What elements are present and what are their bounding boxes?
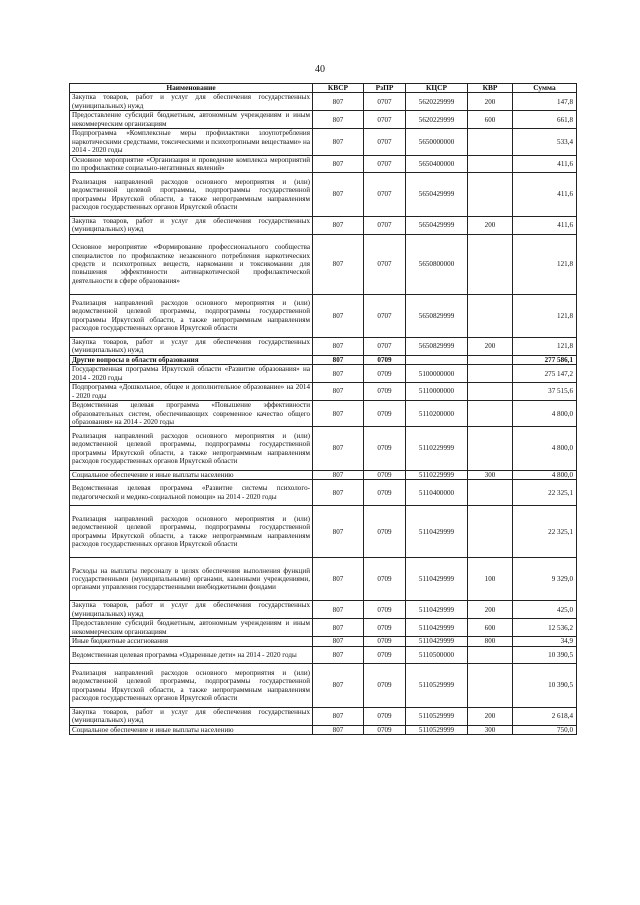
cell-kcsr: 5110500000 xyxy=(406,646,468,664)
table-row xyxy=(70,155,577,173)
cell-name: Реализация направлений расходов основного мероприятия и (или) ведомственной целевой программы, подпрограммы государственной программы Иркутской области, а также непрограммным направлениям расходов государственных органов Иркутской области xyxy=(70,427,313,470)
cell-kcsr: 5650429999 xyxy=(406,216,468,234)
table-row xyxy=(70,216,577,234)
cell-rzpr: 0709 xyxy=(364,470,406,479)
cell-rzpr: 0707 xyxy=(364,111,406,129)
cell-kvsr: 807 xyxy=(313,725,364,734)
cell-kvr: 600 xyxy=(468,111,513,129)
cell-rzpr: 0709 xyxy=(364,427,406,470)
header-sum: Сумма xyxy=(513,84,577,93)
cell-rzpr: 0709 xyxy=(364,480,406,506)
cell-name: Ведомственная целевая программа «Повышение эффективности образовательных систем, обеспечивающих современное качество общего образования» на 2014 - 2020 годы xyxy=(70,401,313,427)
page-number: 40 xyxy=(315,64,325,75)
table-row xyxy=(70,401,577,427)
table-row xyxy=(70,234,577,294)
cell-rzpr: 0707 xyxy=(364,234,406,294)
cell-kcsr: 5100000000 xyxy=(406,365,468,383)
table-row xyxy=(70,365,577,383)
cell-kcsr: 5110429999 xyxy=(406,619,468,637)
cell-rzpr: 0707 xyxy=(364,155,406,173)
cell-kvsr: 807 xyxy=(313,427,364,470)
cell-kvsr: 807 xyxy=(313,506,364,558)
cell-kvsr: 807 xyxy=(313,173,364,216)
table-row xyxy=(70,294,577,337)
cell-rzpr: 0709 xyxy=(364,355,406,364)
cell-kvr xyxy=(468,294,513,337)
cell-rzpr: 0709 xyxy=(364,707,406,725)
cell-kvsr: 807 xyxy=(313,480,364,506)
cell-sum: 12 536,2 xyxy=(513,619,577,637)
cell-rzpr: 0709 xyxy=(364,383,406,401)
table-row xyxy=(70,725,577,734)
cell-kvsr: 807 xyxy=(313,93,364,111)
cell-rzpr: 0707 xyxy=(364,173,406,216)
header-kvr: КВР xyxy=(468,84,513,93)
cell-name: Основное мероприятие «Формирование профессионального сообщества специалистов по профилактике незаконного потребления наркотических средств и психотропных веществ, наркомании и токсикомании для повышения эффективности антинаркотической профилактической деятельности в сфере образования» xyxy=(70,234,313,294)
cell-rzpr: 0709 xyxy=(364,558,406,601)
cell-kvsr: 807 xyxy=(313,234,364,294)
cell-rzpr: 0709 xyxy=(364,506,406,558)
cell-kcsr: 5110429999 xyxy=(406,637,468,646)
cell-sum: 9 329,0 xyxy=(513,558,577,601)
cell-kvr xyxy=(468,506,513,558)
cell-kvr xyxy=(468,155,513,173)
cell-name: Подпрограмма «Комплексные меры профилактики злоупотребления наркотическими средствами, токсическими и психотропными веществами» на 2014 - 2020 годы xyxy=(70,129,313,155)
cell-kvr xyxy=(468,383,513,401)
cell-sum: 277 586,1 xyxy=(513,355,577,364)
table-row xyxy=(70,470,577,479)
cell-rzpr: 0707 xyxy=(364,294,406,337)
cell-name: Реализация направлений расходов основного мероприятия и (или) ведомственной целевой программы, подпрограммы государственной программы Иркутской области, а также непрограммным направлениям расходов государственных органов Иркутской области xyxy=(70,664,313,707)
cell-kvr xyxy=(468,355,513,364)
cell-kvsr: 807 xyxy=(313,365,364,383)
cell-kcsr: 5110200000 xyxy=(406,401,468,427)
header-rzpr: РзПР xyxy=(364,84,406,93)
header-kcsr: КЦСР xyxy=(406,84,468,93)
cell-kcsr: 5650800000 xyxy=(406,234,468,294)
cell-sum: 750,0 xyxy=(513,725,577,734)
cell-sum: 147,8 xyxy=(513,93,577,111)
cell-sum: 121,8 xyxy=(513,234,577,294)
cell-name: Иные бюджетные ассигнования xyxy=(70,637,313,646)
cell-sum: 275 147,2 xyxy=(513,365,577,383)
cell-rzpr: 0709 xyxy=(364,401,406,427)
cell-name: Предоставление субсидий бюджетным, автономным учреждениям и иным некоммерческим организациям xyxy=(70,619,313,637)
cell-kvsr: 807 xyxy=(313,355,364,364)
cell-kcsr: 5110429999 xyxy=(406,601,468,619)
cell-kvr xyxy=(468,480,513,506)
table-row xyxy=(70,506,577,558)
cell-kvr xyxy=(468,234,513,294)
cell-kcsr: 5110529999 xyxy=(406,664,468,707)
cell-kvr xyxy=(468,129,513,155)
cell-kcsr: 5650829999 xyxy=(406,337,468,355)
cell-sum: 4 800,0 xyxy=(513,427,577,470)
cell-sum: 37 515,6 xyxy=(513,383,577,401)
cell-kcsr: 5110000000 xyxy=(406,383,468,401)
cell-sum: 2 618,4 xyxy=(513,707,577,725)
cell-kcsr: 5620229999 xyxy=(406,93,468,111)
cell-kvr xyxy=(468,173,513,216)
table-body xyxy=(70,93,577,735)
table-row xyxy=(70,646,577,664)
cell-kcsr: 5650829999 xyxy=(406,294,468,337)
cell-name: Реализация направлений расходов основного мероприятия и (или) ведомственной целевой программы, подпрограммы государственной программы Иркутской области, а также непрограммным направлениям расходов государственных органов Иркутской области xyxy=(70,173,313,216)
cell-kcsr: 5650400000 xyxy=(406,155,468,173)
cell-sum: 411,6 xyxy=(513,173,577,216)
cell-kvsr: 807 xyxy=(313,155,364,173)
cell-name: Закупка товаров, работ и услуг для обеспечения государственных (муниципальных) нужд xyxy=(70,707,313,725)
cell-rzpr: 0709 xyxy=(364,601,406,619)
cell-kvsr: 807 xyxy=(313,601,364,619)
cell-name: Основное мероприятие «Организация и проведение комплекса мероприятий по профилактике социально-негативных явлений» xyxy=(70,155,313,173)
table-row xyxy=(70,619,577,637)
cell-name: Закупка товаров, работ и услуг для обеспечения государственных (муниципальных) нужд xyxy=(70,601,313,619)
cell-kcsr: 5110229999 xyxy=(406,470,468,479)
cell-rzpr: 0707 xyxy=(364,129,406,155)
table-row xyxy=(70,337,577,355)
cell-kvsr: 807 xyxy=(313,664,364,707)
cell-rzpr: 0707 xyxy=(364,337,406,355)
cell-kvsr: 807 xyxy=(313,619,364,637)
table-row xyxy=(70,664,577,707)
cell-kvr xyxy=(468,664,513,707)
cell-name: Ведомственная целевая программа «Одаренные дети» на 2014 - 2020 годы xyxy=(70,646,313,664)
cell-sum: 10 390,5 xyxy=(513,646,577,664)
cell-kvsr: 807 xyxy=(313,216,364,234)
cell-sum: 10 390,5 xyxy=(513,664,577,707)
cell-sum: 4 800,0 xyxy=(513,470,577,479)
cell-sum: 533,4 xyxy=(513,129,577,155)
cell-kcsr: 5110429999 xyxy=(406,506,468,558)
cell-kvsr: 807 xyxy=(313,294,364,337)
cell-rzpr: 0709 xyxy=(364,637,406,646)
cell-rzpr: 0709 xyxy=(364,646,406,664)
cell-rzpr: 0707 xyxy=(364,93,406,111)
cell-kvsr: 807 xyxy=(313,646,364,664)
cell-kvsr: 807 xyxy=(313,470,364,479)
table-row xyxy=(70,707,577,725)
cell-sum: 34,9 xyxy=(513,637,577,646)
cell-name: Закупка товаров, работ и услуг для обеспечения государственных (муниципальных) нужд xyxy=(70,216,313,234)
cell-sum: 661,8 xyxy=(513,111,577,129)
cell-kvsr: 807 xyxy=(313,637,364,646)
cell-rzpr: 0709 xyxy=(364,664,406,707)
cell-name: Социальное обеспечение и иные выплаты населению xyxy=(70,470,313,479)
cell-kvr: 200 xyxy=(468,601,513,619)
cell-name: Другие вопросы в области образования xyxy=(70,355,313,364)
cell-kcsr xyxy=(406,355,468,364)
table-row xyxy=(70,173,577,216)
cell-name: Реализация направлений расходов основного мероприятия и (или) ведомственной целевой программы, подпрограммы государственной программы Иркутской области, а также непрограммным направлениям расходов государственных органов Иркутской области xyxy=(70,506,313,558)
table-row xyxy=(70,637,577,646)
table-row xyxy=(70,355,577,364)
cell-kvsr: 807 xyxy=(313,707,364,725)
cell-name: Расходы на выплаты персоналу в целях обеспечения выполнения функций государственными (муниципальными) органами, казенными учреждениями, органами управления государственными внебюджетными фондами xyxy=(70,558,313,601)
cell-kvr: 100 xyxy=(468,558,513,601)
table-row xyxy=(70,558,577,601)
cell-kcsr: 5650000000 xyxy=(406,129,468,155)
cell-kvr: 200 xyxy=(468,216,513,234)
cell-kvsr: 807 xyxy=(313,383,364,401)
cell-kvr: 800 xyxy=(468,637,513,646)
cell-kcsr: 5650429999 xyxy=(406,173,468,216)
cell-name: Предоставление субсидий бюджетным, автономным учреждениям и иным некоммерческим организациям xyxy=(70,111,313,129)
table-row xyxy=(70,93,577,111)
budget-table xyxy=(69,83,577,735)
cell-sum: 4 800,0 xyxy=(513,401,577,427)
cell-kcsr: 5110529999 xyxy=(406,707,468,725)
cell-kvr xyxy=(468,646,513,664)
cell-kcsr: 5620229999 xyxy=(406,111,468,129)
cell-sum: 411,6 xyxy=(513,216,577,234)
cell-kvsr: 807 xyxy=(313,401,364,427)
cell-kvr xyxy=(468,401,513,427)
cell-kcsr: 5110429999 xyxy=(406,558,468,601)
cell-rzpr: 0709 xyxy=(364,365,406,383)
cell-kvr xyxy=(468,365,513,383)
table-header-row xyxy=(70,84,577,93)
cell-kvsr: 807 xyxy=(313,337,364,355)
cell-kvsr: 807 xyxy=(313,129,364,155)
cell-name: Реализация направлений расходов основного мероприятия и (или) ведомственной целевой программы, подпрограммы государственной программы Иркутской области, а также непрограммным направлениям расходов государственных органов Иркутской области xyxy=(70,294,313,337)
cell-kvr xyxy=(468,427,513,470)
table-row xyxy=(70,129,577,155)
cell-kcsr: 5110400000 xyxy=(406,480,468,506)
cell-sum: 121,8 xyxy=(513,337,577,355)
header-kvsr: КВСР xyxy=(313,84,364,93)
cell-rzpr: 0709 xyxy=(364,725,406,734)
cell-name: Ведомственная целевая программа «Развитие системы психолого-педагогической и медико-социальной помощи» на 2014 - 2020 годы xyxy=(70,480,313,506)
cell-kvr: 300 xyxy=(468,725,513,734)
header-name: Наименование xyxy=(70,84,313,93)
table-row xyxy=(70,601,577,619)
cell-kvsr: 807 xyxy=(313,111,364,129)
cell-kvr: 200 xyxy=(468,337,513,355)
table-row xyxy=(70,480,577,506)
cell-kvr: 200 xyxy=(468,93,513,111)
cell-rzpr: 0707 xyxy=(364,216,406,234)
cell-kcsr: 5110229999 xyxy=(406,427,468,470)
cell-sum: 22 325,1 xyxy=(513,480,577,506)
cell-sum: 22 325,1 xyxy=(513,506,577,558)
cell-kvsr: 807 xyxy=(313,558,364,601)
cell-kvr: 600 xyxy=(468,619,513,637)
cell-rzpr: 0709 xyxy=(364,619,406,637)
cell-name: Закупка товаров, работ и услуг для обеспечения государственных (муниципальных) нужд xyxy=(70,93,313,111)
cell-name: Социальное обеспечение и иные выплаты населению xyxy=(70,725,313,734)
cell-sum: 121,8 xyxy=(513,294,577,337)
cell-name: Подпрограмма «Дошкольное, общее и дополнительное образование» на 2014 - 2020 годы xyxy=(70,383,313,401)
cell-sum: 425,0 xyxy=(513,601,577,619)
cell-kvr: 300 xyxy=(468,470,513,479)
cell-sum: 411,6 xyxy=(513,155,577,173)
cell-kcsr: 5110529999 xyxy=(406,725,468,734)
cell-name: Государственная программа Иркутской области «Развитие образования» на 2014 - 2020 годы xyxy=(70,365,313,383)
table-row xyxy=(70,383,577,401)
cell-name: Закупка товаров, работ и услуг для обеспечения государственных (муниципальных) нужд xyxy=(70,337,313,355)
table-row xyxy=(70,111,577,129)
cell-kvr: 200 xyxy=(468,707,513,725)
table-row xyxy=(70,427,577,470)
